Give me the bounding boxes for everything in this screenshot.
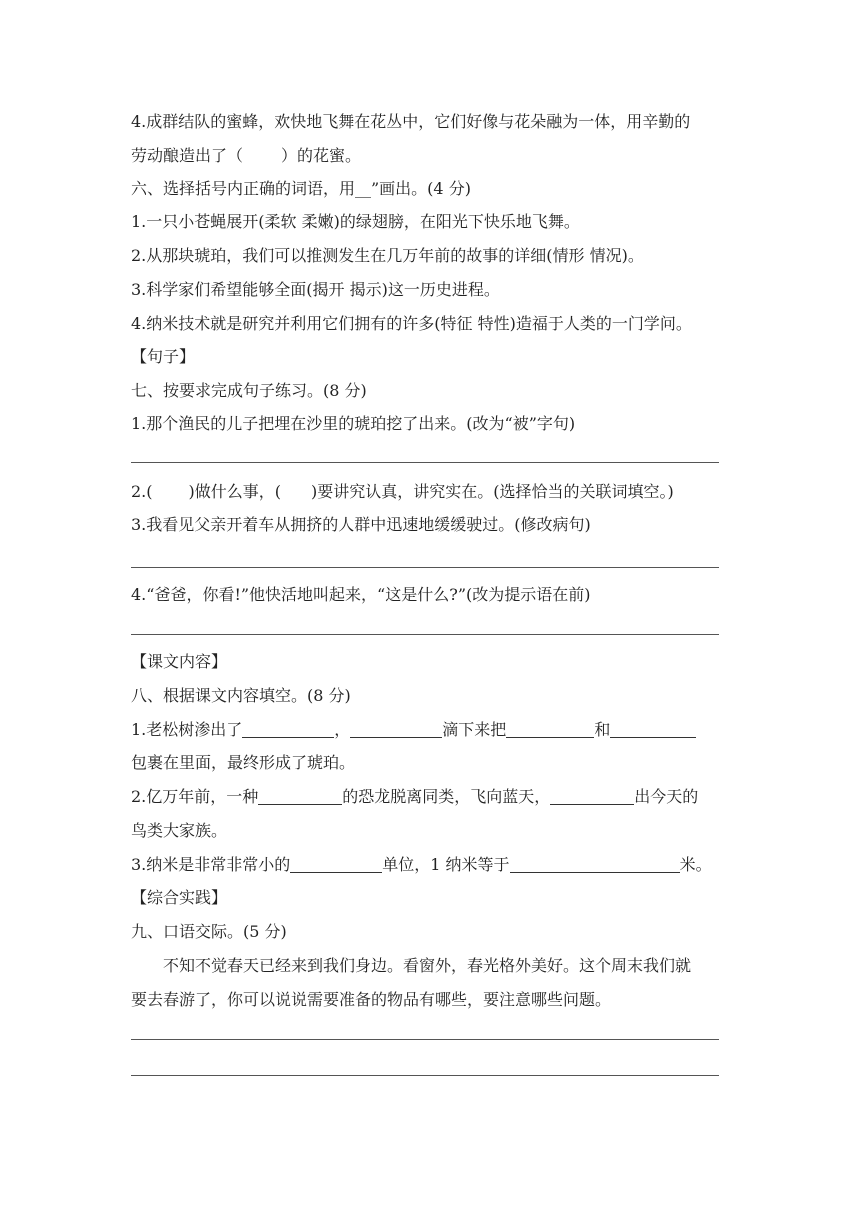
q7-item-2-part-b: )做什么事，(	[188, 482, 282, 501]
q9-heading: 九、口语交际。(5 分)	[131, 922, 287, 941]
q7-heading: 七、按要求完成句子练习。(8 分)	[131, 381, 367, 400]
q5-item-4-suffix: ）的花蜜。	[281, 146, 362, 165]
fill-blank[interactable]	[350, 721, 442, 738]
answer-line[interactable]	[131, 634, 719, 635]
fill-blank[interactable]	[506, 721, 594, 738]
section-heading-practice: 【综合实践】	[131, 888, 228, 907]
answer-line[interactable]	[131, 1039, 719, 1040]
q9-paragraph-line-1: 不知不觉春天已经来到我们身边。看窗外，春光格外美好。这个周末我们就	[163, 956, 692, 975]
q8-item-3-part-a: 3.纳米是非常非常小的	[131, 855, 291, 874]
q8-item-1-part-d: 和	[594, 720, 611, 739]
q8-item-3-part-c: 米。	[679, 855, 712, 874]
q8-item-1-part-a: 1.老松树渗出了	[131, 720, 243, 739]
q6-item-2: 2.从那块琥珀，我们可以推测发生在几万年前的故事的详细(情形 情况)。	[131, 246, 644, 265]
q7-item-4: 4.“爸爸，你看!”他快活地叫起来，“这是什么?”(改为提示语在前)	[131, 585, 591, 604]
fill-blank[interactable]	[610, 721, 696, 738]
q7-item-2-part-a: 2.(	[131, 482, 153, 501]
q8-item-2-part-c: 出今天的	[634, 787, 699, 806]
answer-line[interactable]	[131, 567, 719, 568]
q8-heading: 八、根据课文内容填空。(8 分)	[131, 686, 351, 705]
section-heading-sentence: 【句子】	[131, 347, 196, 366]
q8-item-3	[131, 854, 712, 876]
fill-blank[interactable]	[510, 856, 680, 873]
q8-item-2-part-b: 的恐龙脱离同类，飞向蓝天，	[342, 787, 551, 806]
q7-item-2	[131, 481, 674, 503]
q5-item-4-prefix: 劳动酿造出了（	[131, 146, 244, 165]
fill-blank[interactable]	[258, 788, 342, 805]
q8-item-2	[131, 786, 698, 808]
q6-item-4: 4.纳米技术就是研究并利用它们拥有的许多(特征 特性)造福于人类的一门学问。	[131, 314, 692, 333]
q8-item-2-line-2: 鸟类大家族。	[131, 821, 228, 840]
q8-item-3-part-b: 单位，1 纳米等于	[382, 855, 510, 874]
q7-item-2-part-c: )要讲究认真，讲究实在。(选择恰当的关联词填空。)	[311, 482, 674, 501]
section-heading-text-content: 【课文内容】	[131, 652, 228, 671]
fill-blank[interactable]	[242, 721, 334, 738]
q9-paragraph-line-2: 要去春游了，你可以说说需要准备的物品有哪些，要注意哪些问题。	[131, 990, 612, 1009]
q6-heading: 六、选择括号内正确的词语，用__”画出。(4 分)	[131, 179, 471, 198]
q8-item-1-part-c: 滴下来把	[442, 720, 507, 739]
answer-line[interactable]	[131, 462, 719, 463]
q5-item-4-line-1: 4.成群结队的蜜蜂，欢快地飞舞在花丛中，它们好像与花朵融为一体，用辛勤的	[131, 112, 691, 131]
q8-item-2-part-a: 2.亿万年前，一种	[131, 787, 259, 806]
q6-item-1: 1.一只小苍蝇展开(柔软 柔嫩)的绿翅膀，在阳光下快乐地飞舞。	[131, 212, 580, 231]
q8-item-1	[131, 719, 696, 741]
answer-line[interactable]	[131, 1075, 719, 1076]
fill-blank[interactable]	[290, 856, 382, 873]
q6-item-3: 3.科学家们希望能够全面(揭开 揭示)这一历史进程。	[131, 280, 500, 299]
q8-item-1-part-b: ，	[334, 720, 351, 739]
fill-blank[interactable]	[550, 788, 634, 805]
q7-item-3: 3.我看见父亲开着车从拥挤的人群中迅速地缓缓驶过。(修改病句)	[131, 515, 591, 534]
q5-item-4-line-2	[131, 145, 361, 167]
q7-item-1: 1.那个渔民的儿子把埋在沙里的琥珀挖了出来。(改为“被”字句)	[131, 414, 576, 433]
q8-item-1-line-2: 包裹在里面，最终形成了琥珀。	[131, 753, 356, 772]
